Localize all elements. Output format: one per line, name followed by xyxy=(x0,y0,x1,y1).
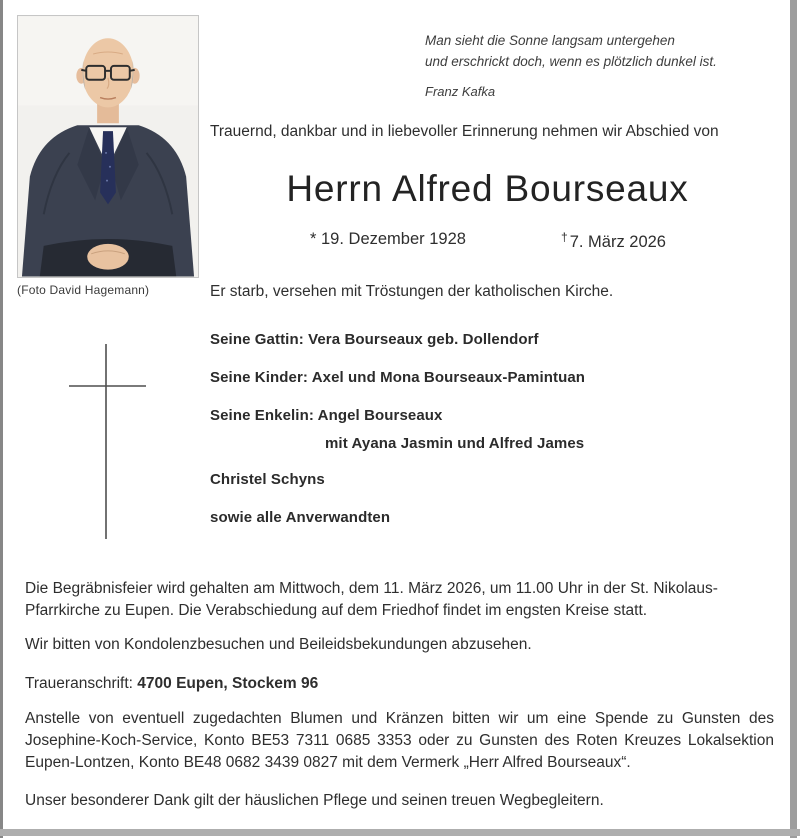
condolence-note: Wir bitten von Kondolenzbesuchen und Beileidsbekundungen abzusehen. xyxy=(25,636,532,653)
portrait-illustration xyxy=(18,16,198,277)
death-date xyxy=(561,230,666,252)
donation-note: Anstelle von eventuell zugedachten Blumen und Kränzen bitten wir um eine Spende zu Gunsten des Josephine-Koch-Service, Konto BE53 7311 0685 3353 oder zu Gunsten des Roten Kreuzes Lokalsektion Eupen-Lontzen, Konto BE48 0682 3439 0827 mit dem Vermerk „Herr Alfred Bourseaux“. xyxy=(25,710,774,771)
cross-icon xyxy=(60,340,160,545)
thanks-line: Unser besonderer Dank gilt der häuslichen Pflege und seinen treuen Wegbegleitern. xyxy=(25,792,604,809)
quote-line-1: Man sieht die Sonne langsam untergehen xyxy=(425,33,675,48)
dagger-icon: † xyxy=(561,230,568,244)
funeral-details: Die Begräbnisfeier wird gehalten am Mittwoch, dem 11. März 2026, um 11.00 Uhr in der St. Nikolaus-Pfarrkirche zu Eupen. Die Verabschiedung auf dem Friedhof findet im engsten Kreise statt. xyxy=(25,580,718,619)
scan-border-left xyxy=(0,0,3,838)
family-wife: Seine Gattin: Vera Bourseaux geb. Dollendorf xyxy=(210,331,539,348)
quote-author: Franz Kafka xyxy=(425,84,496,99)
mourning-address-value: 4700 Eupen, Stockem 96 xyxy=(137,675,319,692)
family-granddaughter-family: mit Ayana Jasmin und Alfred James xyxy=(325,435,585,452)
scan-border-right xyxy=(790,0,797,838)
family-friend: Christel Schyns xyxy=(210,471,325,488)
death-date-text: 7. März 2026 xyxy=(569,233,666,251)
church-line: Er starb, versehen mit Tröstungen der katholischen Kirche. xyxy=(210,283,614,300)
mourning-address xyxy=(25,673,774,695)
family-children: Seine Kinder: Axel und Mona Bourseaux-Pamintuan xyxy=(210,369,586,386)
quote-line-2: und erschrickt doch, wenn es plötzlich dunkel ist. xyxy=(425,54,717,69)
photo-caption: (Foto David Hagemann) xyxy=(17,283,150,297)
intro-line: Trauernd, dankbar und in liebevoller Erinnerung nehmen wir Abschied von xyxy=(210,123,719,140)
portrait-photo xyxy=(17,15,199,278)
birth-date: * 19. Dezember 1928 xyxy=(310,230,466,248)
scan-border-bottom xyxy=(0,829,800,836)
family-relatives: sowie alle Anverwandten xyxy=(210,509,391,526)
deceased-name: Herrn Alfred Bourseaux xyxy=(286,168,689,209)
mourning-address-label: Traueranschrift: xyxy=(25,675,133,692)
family-granddaughter: Seine Enkelin: Angel Bourseaux xyxy=(210,407,443,424)
quote-block xyxy=(425,30,770,102)
